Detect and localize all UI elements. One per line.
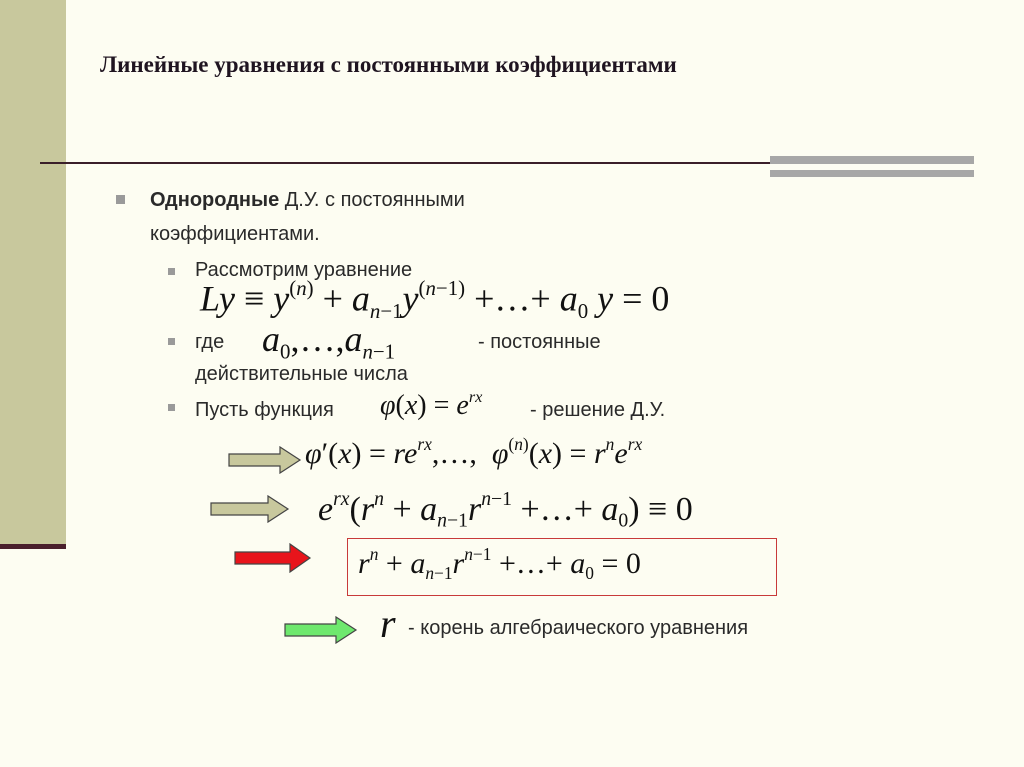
sub-2-line2: действительные числа	[195, 363, 408, 385]
sub-bullet-square-icon	[168, 268, 175, 275]
bullet-1-line2: коэффициентами.	[150, 223, 320, 245]
bullet-1-text	[150, 188, 465, 212]
sub-3-prefix: Пусть функция	[195, 399, 334, 421]
final-text: - корень алгебраического уравнения	[408, 617, 749, 639]
equation-linear-ode: $Ly \equiv y^{(n)} + a_{n-1}y^{(n-1)}$ +…+ $a_0$ y = 0	[200, 276, 670, 323]
sub-bullet-square-icon	[168, 338, 175, 345]
variable-r: r	[380, 601, 396, 646]
sub-2-prefix: где	[195, 331, 225, 353]
bullet-1-rest: Д.У. с постоянными	[279, 189, 465, 211]
slide-title: Линейные уравнения с постоянными коэффициентами	[100, 52, 677, 77]
arrow-right-icon	[228, 446, 302, 474]
sidebar-strip	[0, 0, 66, 549]
title-accent-bar	[770, 156, 974, 164]
arrow-right-icon	[210, 495, 290, 523]
title-divider	[40, 162, 770, 164]
title-accent-bar-lower	[770, 170, 974, 177]
equation-coefficients: $a_0,\dots,a_{n-1}$	[262, 319, 396, 364]
equation-derivatives: $\varphi'(x) = re^{rx},\dots$, $\varphi^{(n)}(x) = r^ne^{rx}$	[305, 434, 643, 471]
arrow-right-icon	[234, 543, 312, 573]
sub-1-text: Рассмотрим уравнение	[195, 259, 413, 281]
sub-bullet-square-icon	[168, 404, 175, 411]
equation-exponential-function: $\varphi(x) = e^{rx}$	[380, 388, 483, 422]
equation-characteristic: $r^n + a_{n-1}r^{n-1}$ +…+ $a_0 = 0$	[358, 544, 641, 584]
bullet-1-bold: Однородные	[150, 189, 280, 211]
sidebar-accent-line	[0, 544, 66, 549]
equation-substitution: $e^{rx}(r^n + a_{n-1}r^{n-1}$ +…+ $a_0) \equiv 0$	[318, 488, 693, 532]
sub-2-suffix: - постоянные	[478, 331, 601, 353]
bullet-square-icon	[116, 195, 125, 204]
arrow-right-icon	[284, 616, 358, 644]
sub-3-suffix: - решение Д.У.	[530, 399, 666, 421]
